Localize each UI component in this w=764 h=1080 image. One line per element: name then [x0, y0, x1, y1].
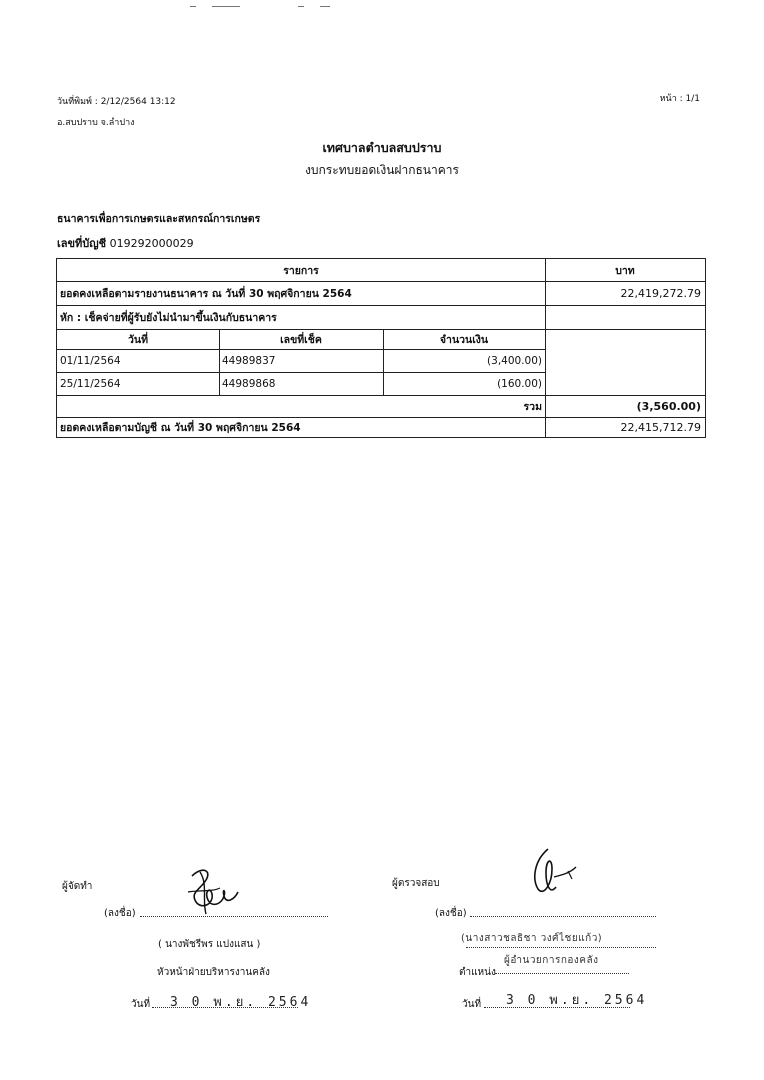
deduct-label: หัก : เช็คจ่ายที่ผู้รับยังไม่นำมาขึ้นเงินกับธนาคาร	[60, 311, 277, 324]
page-number: หน้า : 1/1	[659, 94, 700, 104]
reviewer-sign-label: (ลงชื่อ)	[435, 908, 467, 919]
reconciliation-table	[56, 258, 706, 438]
preparer-name: ( นางพัชรีพร แปงแสน )	[158, 939, 261, 950]
reviewer-position-label: ตำแหน่ง	[459, 967, 496, 978]
scan-artifact	[190, 4, 350, 10]
org-title: เทศบาลตำบลสบปราบ	[322, 140, 442, 155]
preparer-signature	[178, 862, 250, 920]
account-number: 019292000029	[109, 237, 194, 250]
col-header-item: รายการ	[283, 264, 319, 277]
reviewer-date-value: 3 0 พ.ย. 2564	[506, 993, 648, 1008]
row-cheque-no: 44989837	[222, 354, 276, 367]
sub-header-date: วันที่	[128, 333, 148, 346]
bank-balance-label: ยอดคงเหลือตามรายงานธนาคาร ณ วันที่ 30 พฤศจิกายน 2564	[60, 287, 352, 300]
row-cheque-no: 44989868	[222, 377, 276, 390]
reviewer-name-stamp: (นางสาวชลธิชา วงศ์ไชยแก้ว)	[461, 933, 603, 944]
preparer-role: ผู้จัดทำ	[62, 881, 93, 892]
reviewer-date-label: วันที่	[462, 999, 482, 1010]
account-label: เลขที่บัญชี	[57, 237, 107, 250]
preparer-date-label: วันที่	[131, 999, 151, 1010]
row-amount: (160.00)	[497, 377, 542, 390]
preparer-date-value: 3 0 พ.ย. 2564	[170, 995, 312, 1010]
location: อ.สบปราบ จ.ลำปาง	[57, 118, 135, 128]
account-line	[57, 234, 194, 252]
print-date: วันที่พิมพ์ : 2/12/2564 13:12	[57, 97, 176, 107]
book-balance-value: 22,415,712.79	[620, 420, 701, 434]
bank-name: ธนาคารเพื่อการเกษตรและสหกรณ์การเกษตร	[57, 213, 261, 225]
reviewer-position-value: ผู้อำนวยการกองคลัง	[504, 955, 599, 966]
row-date: 01/11/2564	[60, 354, 121, 367]
book-balance-label: ยอดคงเหลือตามบัญชี ณ วันที่ 30 พฤศจิกายน 2564	[60, 421, 301, 434]
bank-balance-value: 22,419,272.79	[620, 286, 701, 300]
reviewer-role: ผู้ตรวจสอบ	[392, 878, 440, 889]
sub-header-amount: จำนวนเงิน	[439, 333, 489, 346]
total-label: รวม	[523, 400, 542, 413]
report-title: งบกระทบยอดเงินฝากธนาคาร	[305, 163, 459, 177]
preparer-sign-label: (ลงชื่อ)	[104, 908, 136, 919]
col-header-baht: บาท	[615, 264, 635, 277]
row-date: 25/11/2564	[60, 377, 121, 390]
preparer-position: หัวหน้าฝ่ายบริหารงานคลัง	[157, 967, 270, 978]
total-value: (3,560.00)	[636, 399, 701, 413]
sub-header-cheque: เลขที่เช็ค	[280, 333, 322, 346]
row-amount: (3,400.00)	[487, 354, 542, 367]
reviewer-signature	[528, 843, 580, 897]
